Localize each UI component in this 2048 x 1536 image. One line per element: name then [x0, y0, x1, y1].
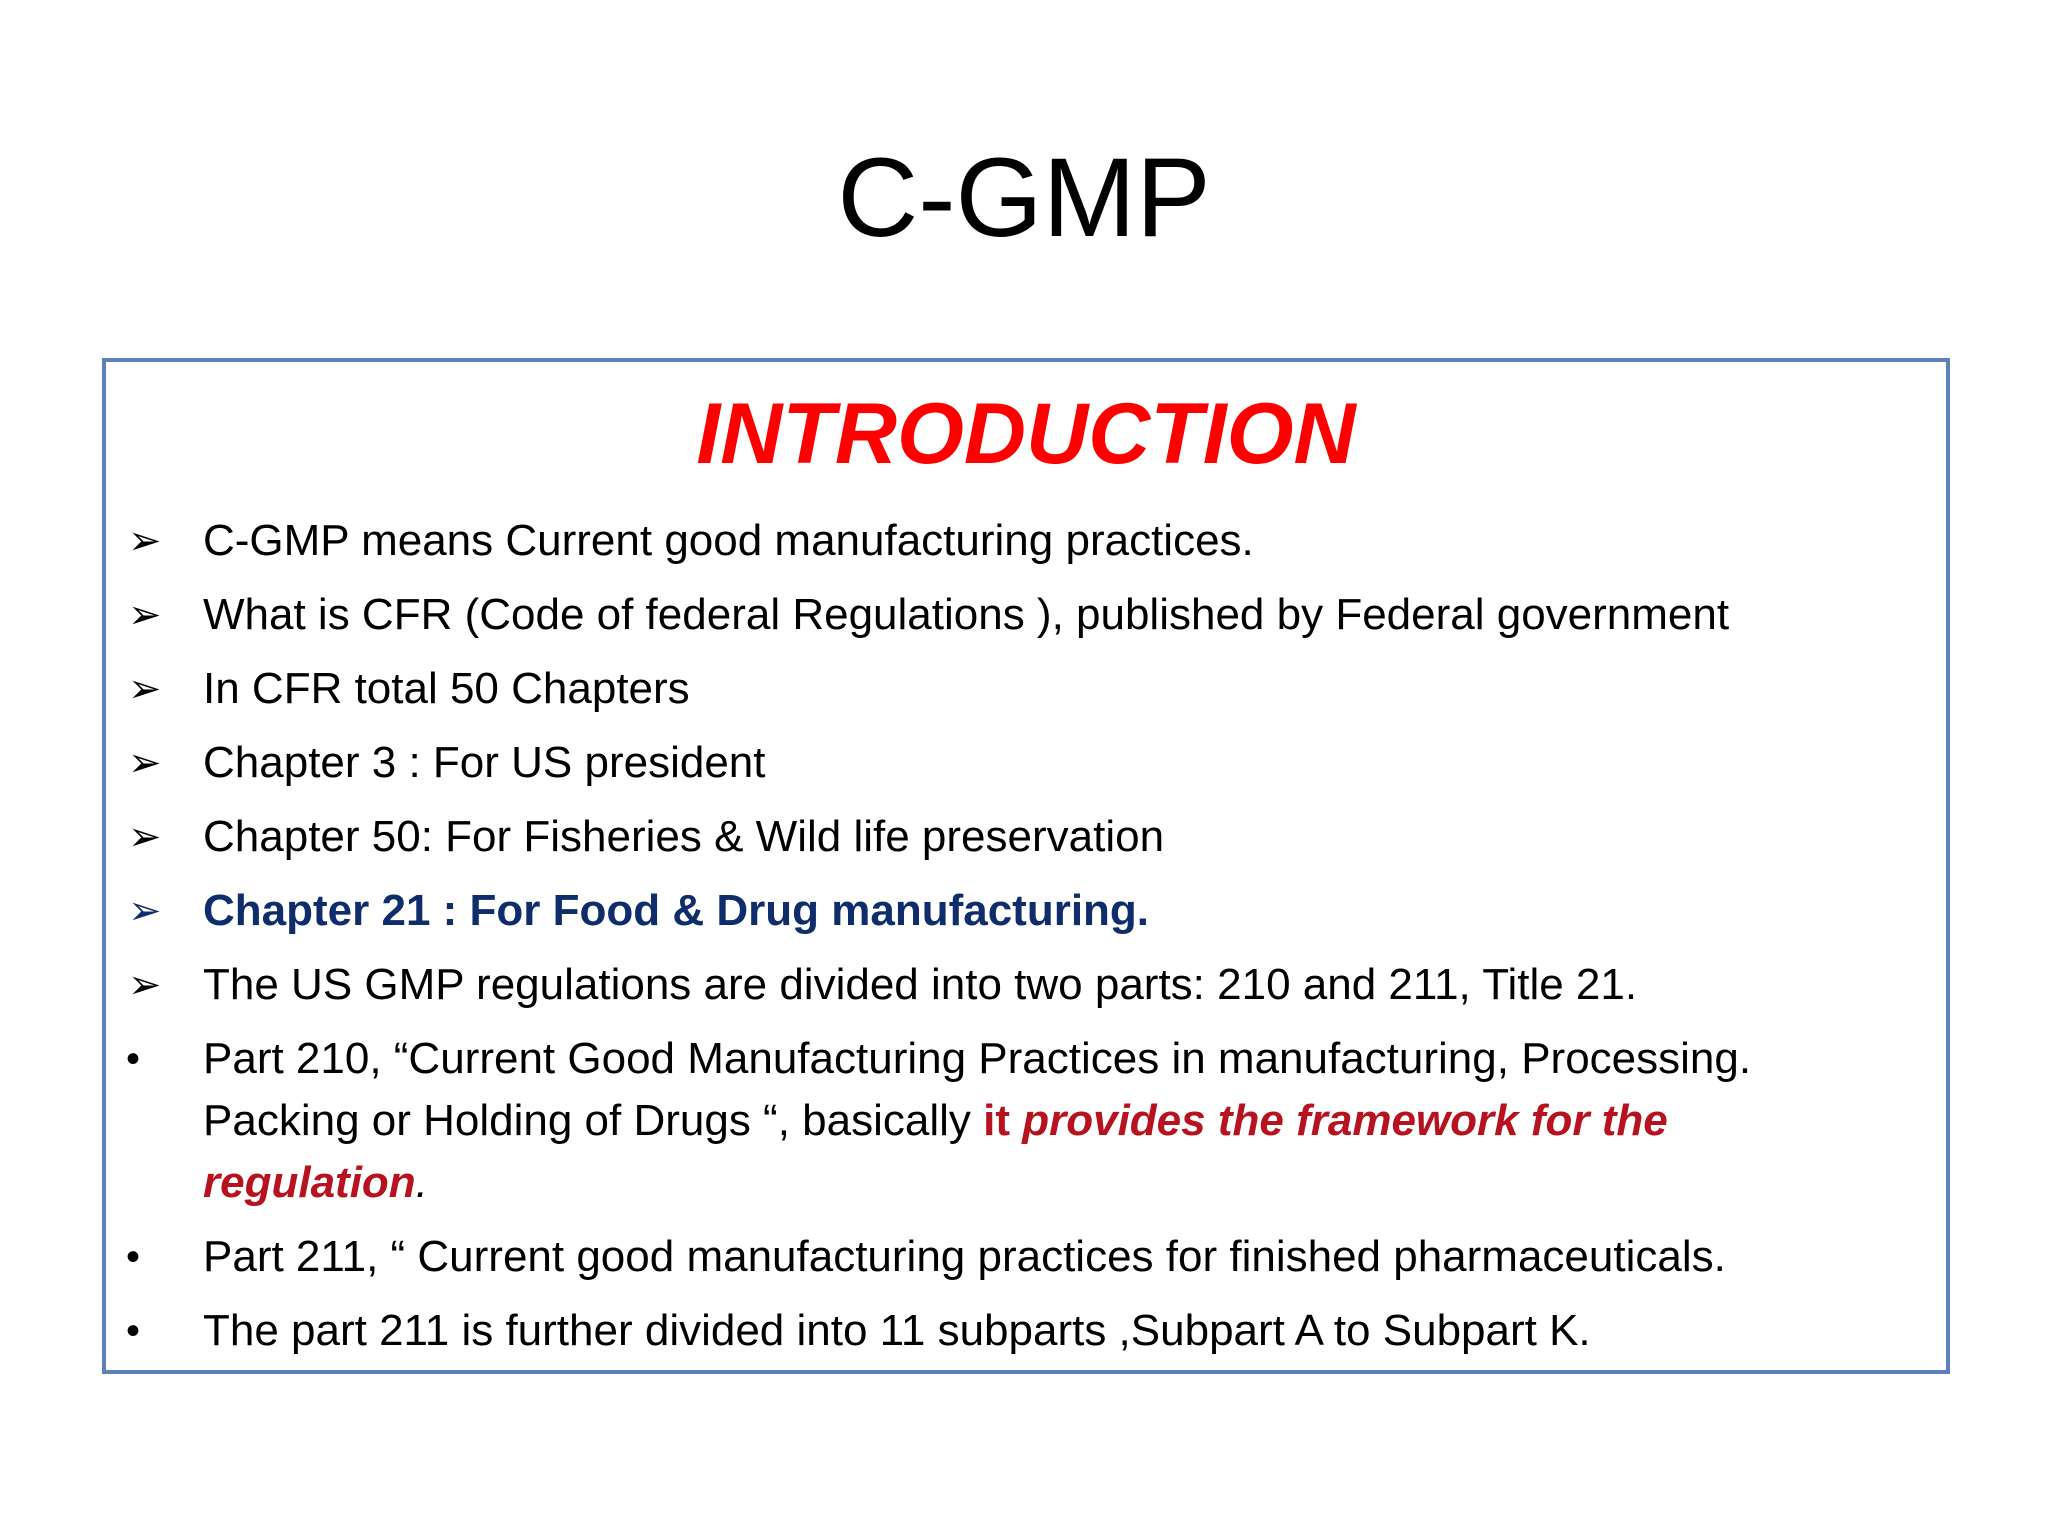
list-item-text: The US GMP regulations are divided into two parts: 210 and 211, Title 21. [203, 960, 1638, 1009]
introduction-box [102, 358, 1950, 1374]
list-item-text: Chapter 3 : For US president [203, 738, 766, 787]
introduction-heading: INTRODUCTION [696, 386, 1356, 482]
plain-text: . [415, 1158, 428, 1207]
list-item-text: Chapter 21 : For Food & Drug manufacturing. [203, 886, 1150, 935]
plain-text: Packing or Holding of Drugs “, basically [203, 1096, 984, 1145]
arrow-bullet-icon: ➢ [128, 814, 162, 860]
emphasis-text: provides the framework for the [1022, 1096, 1668, 1145]
arrow-bullet-icon: ➢ [128, 740, 162, 786]
arrow-bullet-icon: ➢ [128, 592, 162, 638]
emphasis-text: it [983, 1096, 1023, 1145]
bullet-dot-icon: • [126, 1309, 141, 1353]
list-item-text: Chapter 50: For Fisheries & Wild life preservation [203, 812, 1165, 861]
arrow-bullet-icon: ➢ [128, 518, 162, 564]
slide-title: C-GMP [837, 135, 1211, 260]
emphasis-text: regulation [203, 1158, 416, 1207]
list-item-text: C-GMP means Current good manufacturing practices. [203, 516, 1254, 565]
list-item-multiline [106, 1028, 1886, 1214]
list-item-line: Part 210, “Current Good Manufacturing Practices in manufacturing, Processing. [203, 1034, 1752, 1083]
list-item-text: In CFR total 50 Chapters [203, 664, 690, 713]
arrow-bullet-icon: ➢ [128, 888, 162, 934]
list-item-text: The part 211 is further divided into 11 subparts ,Subpart A to Subpart K. [203, 1306, 1591, 1355]
list-item-text: What is CFR (Code of federal Regulations ), published by Federal government [203, 590, 1730, 639]
arrow-bullet-icon: ➢ [128, 962, 162, 1008]
list-item-line [203, 1152, 1883, 1214]
list-item-text [203, 1028, 1883, 1214]
arrow-bullet-icon: ➢ [128, 666, 162, 712]
list-item-line [203, 1090, 1883, 1152]
bullet-dot-icon: • [126, 1235, 141, 1279]
list-item-text: Part 211, “ Current good manufacturing practices for finished pharmaceuticals. [203, 1232, 1726, 1281]
bullet-dot-icon: • [126, 1037, 141, 1081]
